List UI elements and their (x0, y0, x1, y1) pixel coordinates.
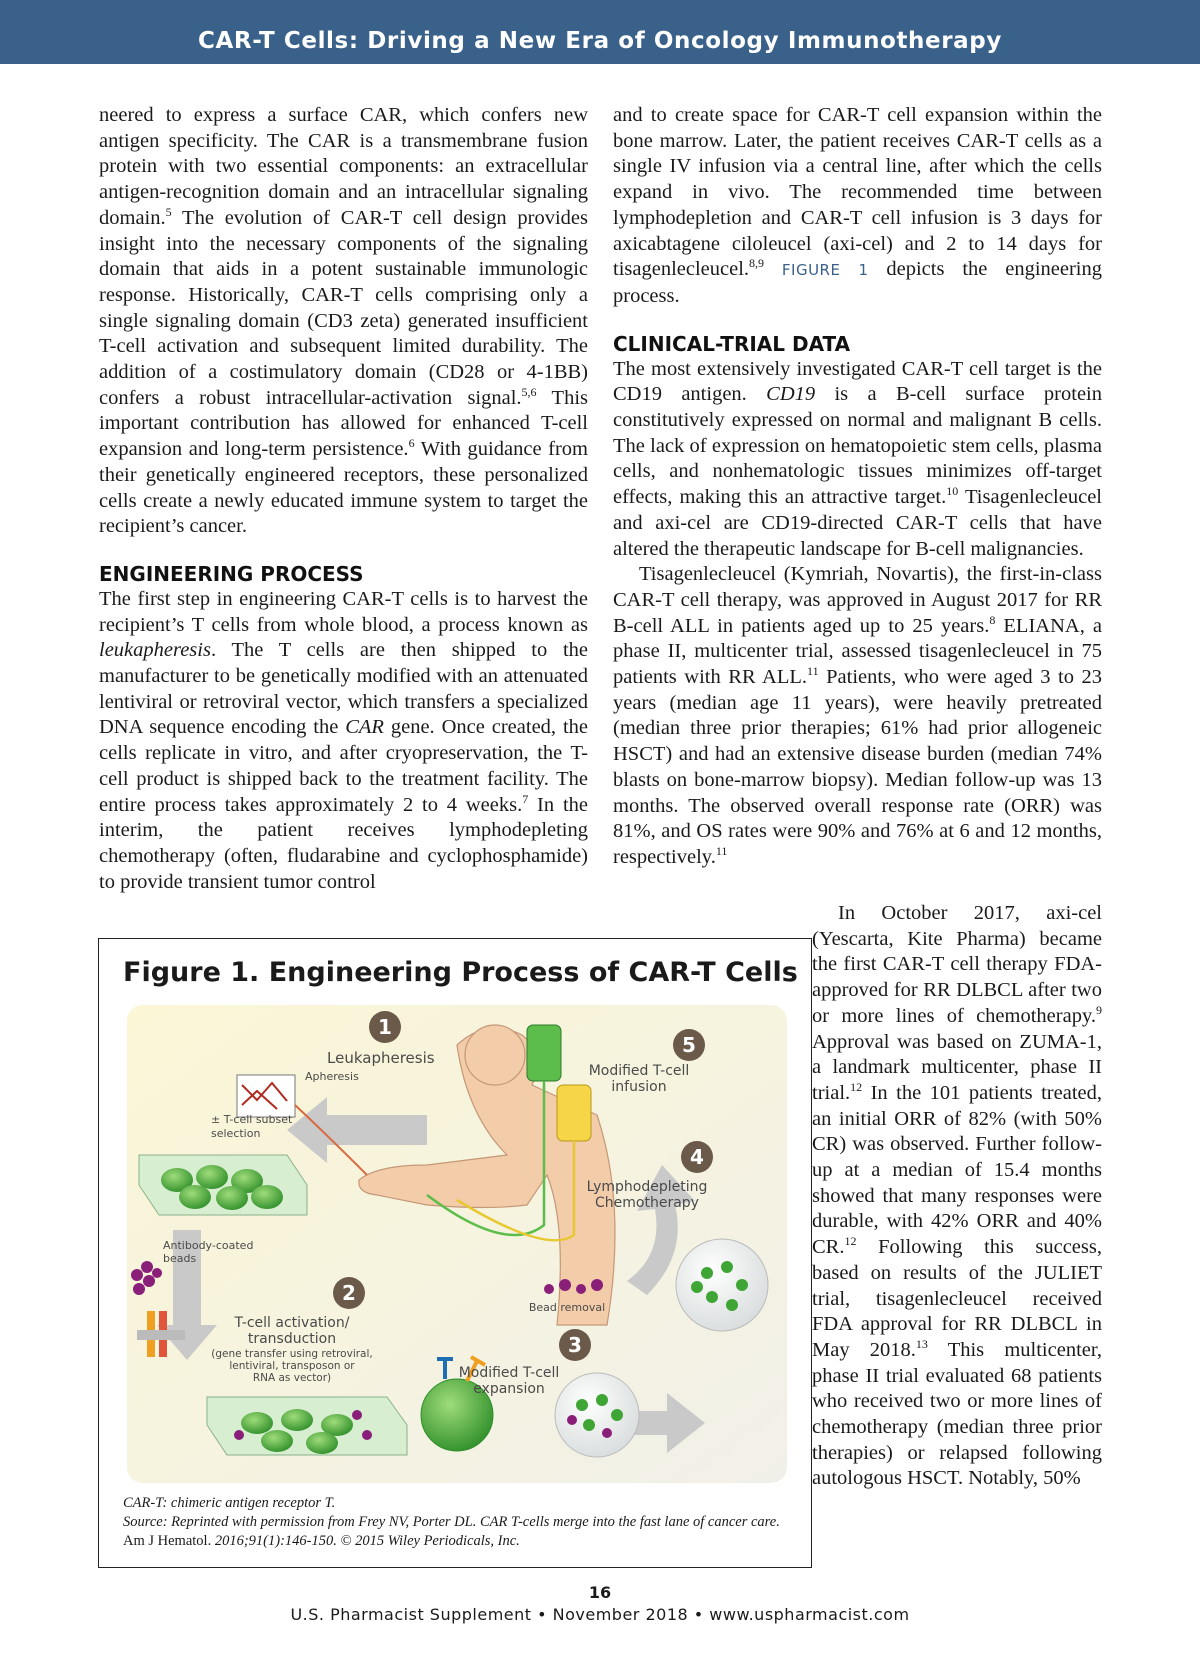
transfer-note: lentiviral, transposon or (229, 1360, 355, 1372)
expanded-cells-sphere-icon (555, 1373, 639, 1457)
step-number: 1 (378, 1015, 392, 1039)
transfer-note: RNA as vector) (252, 1372, 332, 1384)
apheresis-label: Apheresis (305, 1070, 359, 1083)
page-number: 16 (588, 1583, 612, 1602)
step-3-label: expansion (473, 1381, 545, 1397)
step-3-badge (559, 1329, 591, 1361)
figure-illustration (127, 1005, 787, 1485)
step-number: 2 (342, 1281, 356, 1305)
iv-bag-green-icon (527, 1025, 561, 1081)
step-5-badge (673, 1029, 705, 1061)
t-cell-subset-container (139, 1155, 307, 1215)
body-paragraph: Tisagenlecleucel (Kymriah, Novartis), the first-in-class CAR-T cell therapy, was approved in August 2017 for RR B-cell ALL in patients aged up to 25 years.$^8$ ELIANA, a phase II, multicenter trial, assessed tisagenlecleucel in 75 patients with RR ALL.$^{11}$ Patients, who were aged 3 to 23 years (median age 11 years), were heavily pretreated (median three prior therapies; 61% had prior allogeneic HSCT) and had an extensive disease burden (median 74% blasts on bone-marrow biopsy). Median follow-up was 13 months. The observed overall response rate (ORR) was 81%, and OS rates were 90% and 76% at 6 and 12 months, respectively.$^{11}$ (613, 563, 1102, 868)
body-paragraph: and to create space for CAR-T cell expansion within the bone marrow. Later, the patient receives CAR-T cells as a single IV infusion via a central line, after which the cells expand in vivo. The recommended time between lymphodepletion and CAR-T cell infusion is 3 days for axicabtagene ciloleucel (axi-cel) and 2 to 14 days for tisagenlecleucel.$^{8,9}$ FIGURE 1 depicts the engineering process. (613, 104, 1102, 307)
body-paragraph: neered to express a surface CAR, which confers new antigen specificity. The CAR is a transmembrane fusion protein with two essential components: an extracellular antigen-recognition domain and an intracellular signaling domain.$^5$ The evolution of CAR-T cell design provides insight into the necessary components of the signaling domain that aids in a potent sustainable immunologic response. Historically, CAR-T cells comprising only a single signaling domain (CD3 zeta) generated insufficient T-cell activation and subsequent limited durability. The addition of a costimulatory domain (CD28 or 4-1BB) confers a robust intracellular-activation signal.$^{5,6}$ This important contribution has allowed for enhanced T-cell expansion and long-term persistence.$^6$ With guidance from their genetically engineered receptors, these personalized cells create a newly educated immune system to target the recipient’s cancer. (99, 104, 588, 538)
iv-bag-yellow-icon (557, 1085, 591, 1141)
patient-head-icon (465, 1025, 525, 1085)
step-5-label: infusion (611, 1079, 667, 1095)
step-number: 5 (682, 1033, 696, 1057)
left-column (99, 103, 588, 895)
figure-caption (123, 1494, 783, 1551)
purified-cells-sphere-icon (676, 1239, 768, 1331)
step-1-badge (369, 1011, 401, 1043)
step-number: 4 (690, 1145, 704, 1169)
step-1-label: Leukapheresis (327, 1049, 435, 1067)
figure-title: Figure 1. Engineering Process of CAR-T Cells (123, 957, 798, 988)
body-paragraph: The first step in engineering CAR-T cells is to harvest the recipient’s T cells from whole blood, a process known as leukapheresis. The T cells are then shipped to the manufacturer to be genetically modified with an attenuated lentiviral or retroviral vector, which transfers a specialized DNA sequence encoding the CAR gene. Once created, the cells replicate in vitro, and after cryopreservation, the T-cell product is shipped back to the treatment facility. The entire process takes approximately 2 to 4 weeks.$^7$ In the interim, the patient receives lymphodepleting chemotherapy (often, fludarabine and cyclophosphamide) to provide transient tumor control (99, 587, 588, 893)
body-paragraph: In October 2017, axi-cel (Yescarta, Kite Pharma) became the first CAR-T cell therapy FDA-approved for RR DLBCL after two or more lines of chemotherapy.$^9$ Approval was based on ZUMA-1, a landmark multicenter, phase II trial.$^{12}$ In the 101 patients treated, an initial ORR of 82% (with 50% CR) was observed. Further follow-up at a median of 15.4 months showed that many responses were durable, with 42% ORR and 40% CR.$^{12}$ Following this success, based on results of the JULIET trial, tisagenlecleucel received FDA approval for RR DLBCL in May 2018.13 This multicenter, phase II trial evaluated 68 patients who received two or more lines of chemotherapy (median three prior therapies) or relapsed following autologous HSCT. Notably, 50% (812, 902, 1102, 1490)
caption-source: Source: Reprinted with permission from Frey NV, Porter DL. CAR T-cells merge into the fast lane of cancer care. Am J Hematol. 2016;91(1):146-150. © 2015 Wiley Periodicals, Inc. (123, 1514, 780, 1549)
transduction-container (207, 1397, 407, 1455)
step-4-badge (681, 1141, 713, 1173)
step-4-label: Chemotherapy (595, 1195, 699, 1211)
bead-removal-label: Bead removal (528, 1301, 606, 1314)
section-heading-engineering: ENGINEERING PROCESS (99, 561, 364, 586)
step-2-label: transduction (247, 1331, 337, 1347)
transfer-note: (gene transfer using retroviral, (211, 1348, 373, 1360)
step-number: 3 (568, 1333, 582, 1357)
section-heading-clinical: CLINICAL-TRIAL DATA (613, 331, 851, 356)
beads-label: beads (163, 1252, 197, 1265)
subset-label: ± T-cell subset (211, 1113, 293, 1126)
step-5-label: Modified T-cell (588, 1063, 690, 1079)
beads-label: Antibody-coated (163, 1239, 254, 1252)
body-paragraph: The most extensively investigated CAR-T cell target is the CD19 antigen. CD19 is a B-cell surface protein constitutively expressed on normal and malignant B cells. The lack of expression on hematopoietic stem cells, plasma cells, and nonhematologic tissues minimizes off-target effects, making this an attractive target.$^{10}$ Tisagenlecleucel and axi-cel are CD19-directed CAR-T cells that have altered the therapeutic landscape for B-cell malignancies. (613, 357, 1102, 560)
step-4-label: Lymphodepleting (586, 1179, 708, 1195)
step-2-label: T-cell activation/ (234, 1315, 350, 1331)
subset-label: selection (211, 1127, 261, 1140)
apheresis-machine-icon (237, 1075, 295, 1117)
figure-reference-link[interactable]: FIGURE 1 (781, 261, 869, 280)
right-column (613, 103, 1102, 871)
figure-1 (98, 938, 812, 1568)
step-2-badge (333, 1277, 365, 1309)
footer-text: U.S. Pharmacist Supplement • November 2018 • www.uspharmacist.com (290, 1605, 910, 1624)
caption-abbrev: CAR-T: chimeric antigen receptor T. (123, 1495, 336, 1511)
running-header-title: CAR-T Cells: Driving a New Era of Oncology Immunotherapy (198, 28, 1002, 54)
right-column-wrap (812, 901, 1102, 1492)
step-3-label: Modified T-cell (458, 1365, 560, 1381)
